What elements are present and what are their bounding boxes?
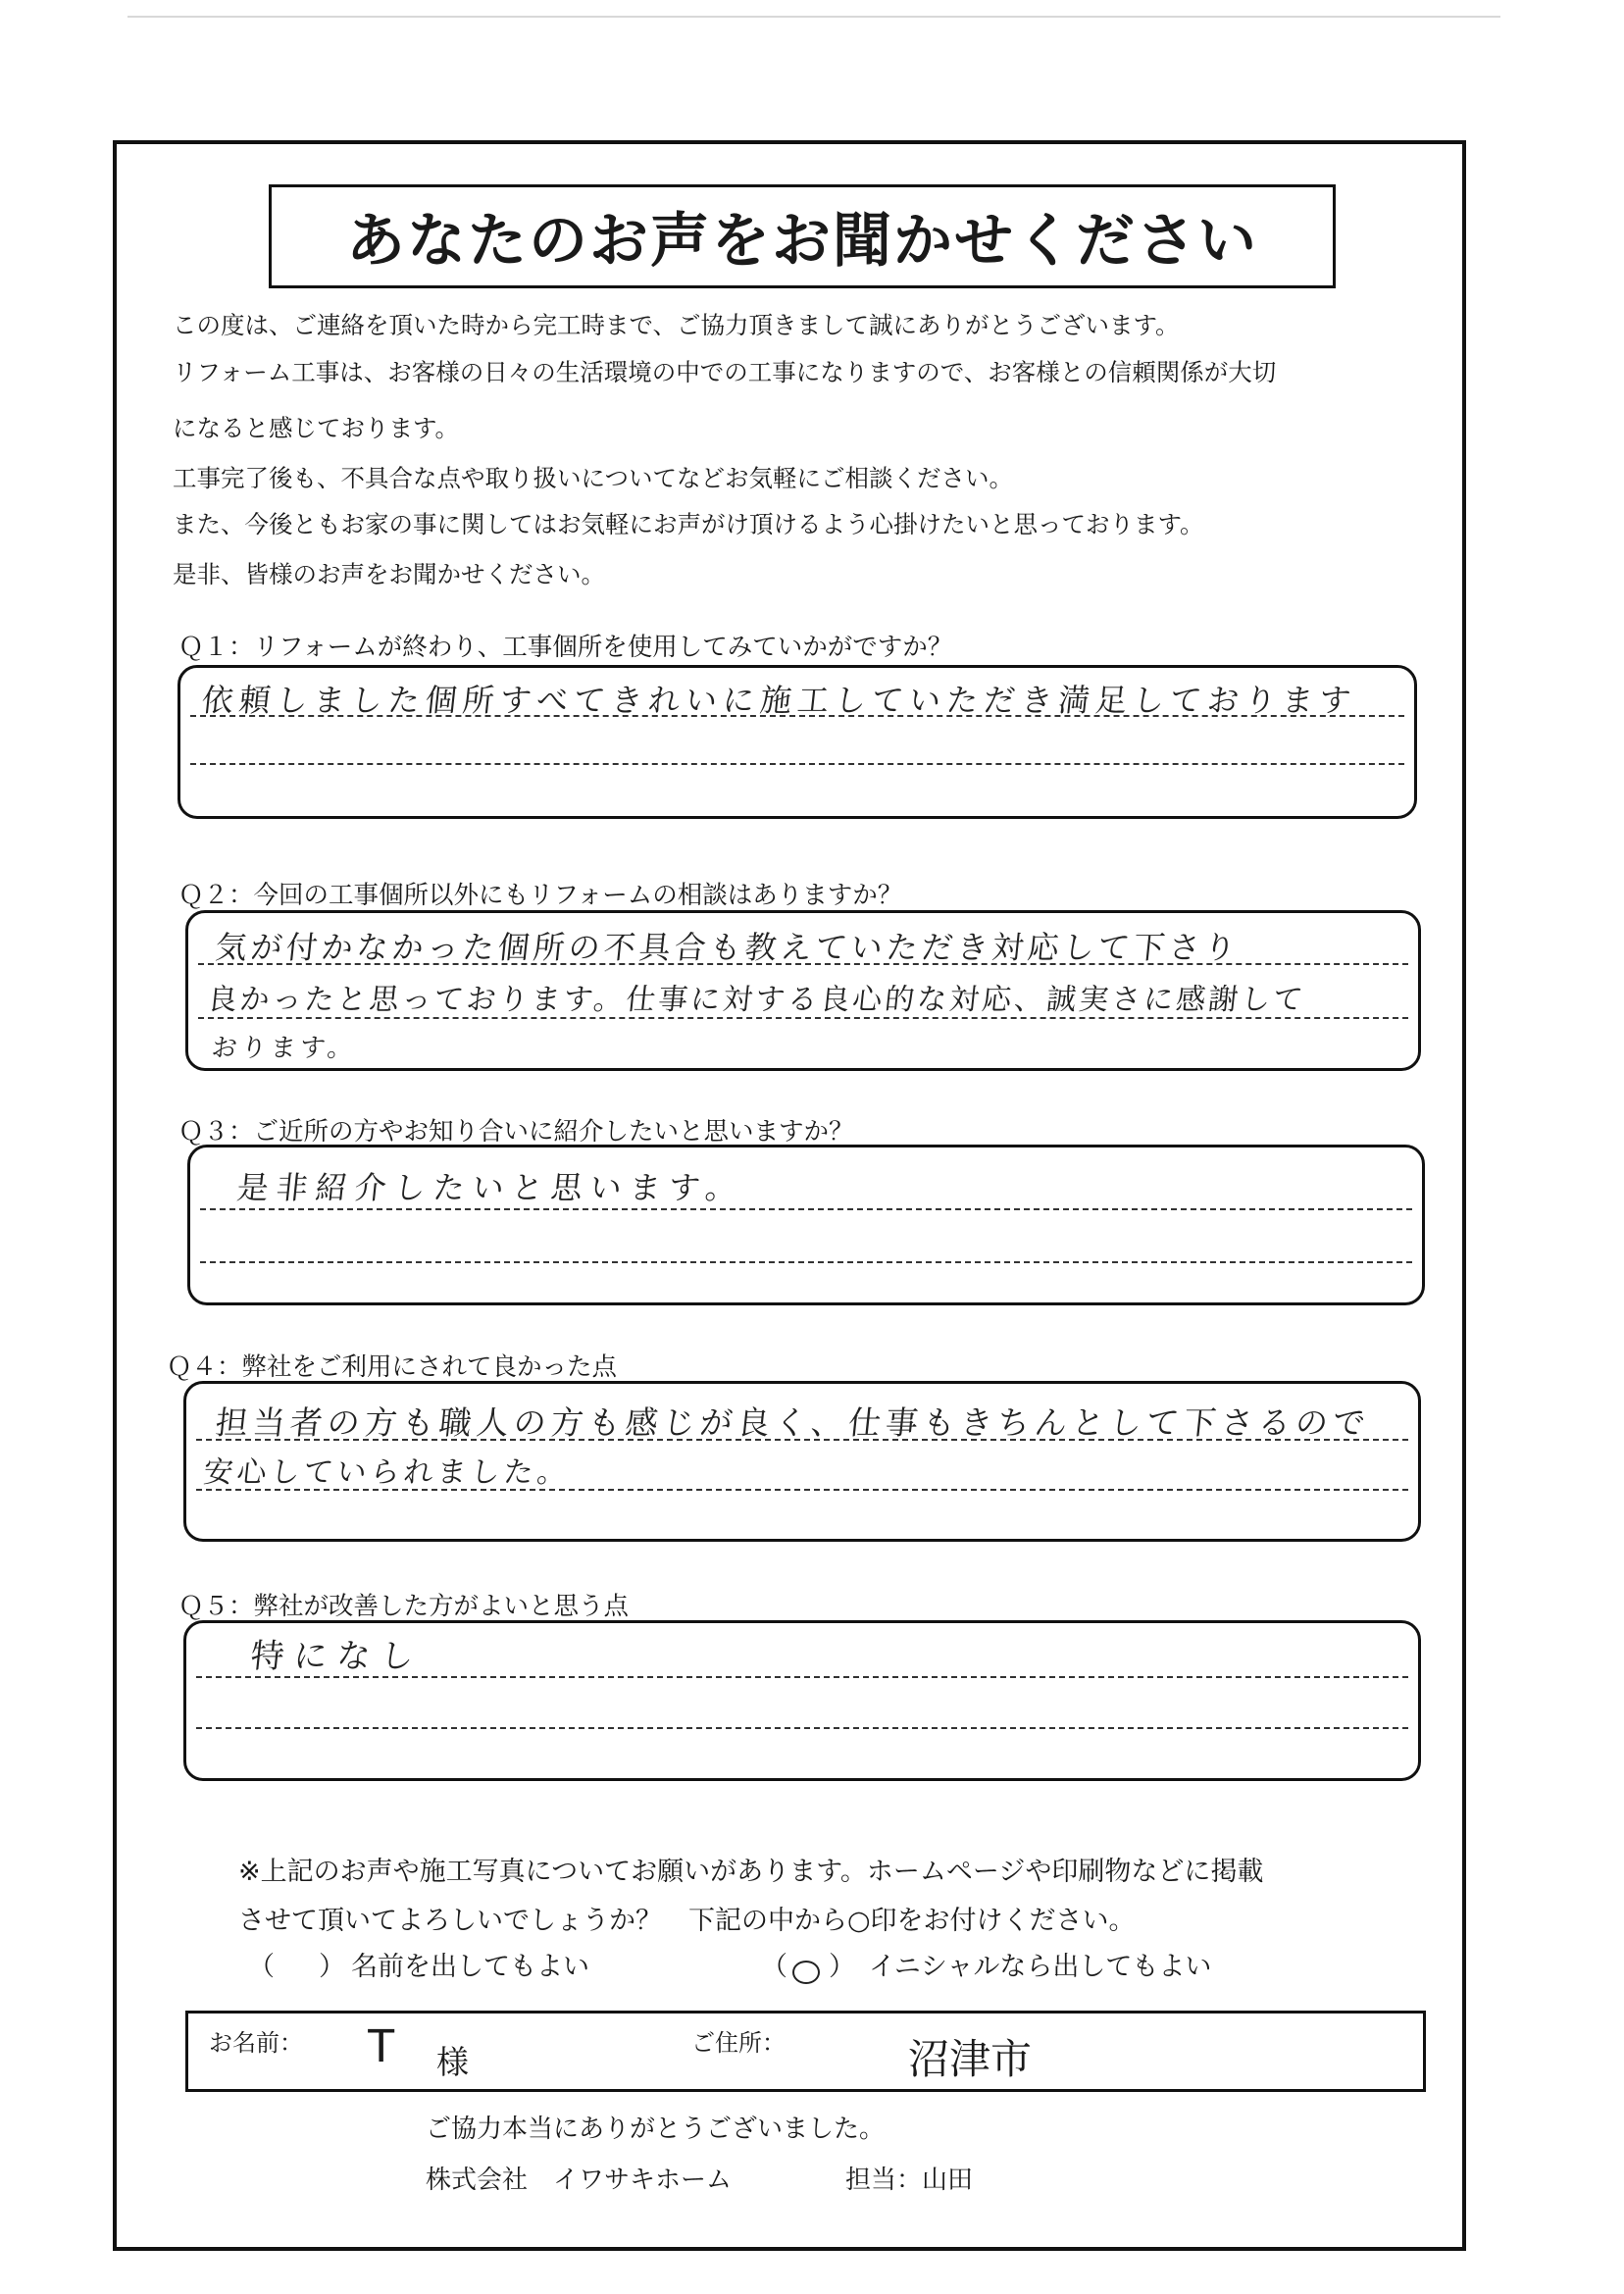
- name-value: T: [367, 2020, 396, 2072]
- intro-line: リフォーム工事は、お客様の日々の生活環境の中での工事になりますので、お客様との信頼関係が大切: [173, 358, 1277, 386]
- question-5-label: Ｑ５：弊社が改善した方がよいと思う点: [178, 1592, 630, 1621]
- question-4-label: Ｑ４：弊社をご利用にされて良かった点: [167, 1352, 618, 1382]
- page-title: あなたのお声をお聞かせください: [346, 207, 1258, 276]
- answer-box-q3[interactable]: [187, 1145, 1425, 1305]
- question-1-label: Ｑ１：リフォームが終わり、工事個所を使用してみていかがですか？: [178, 633, 953, 662]
- handwritten-answer-q2-line1: 気が付かなかった個所の不具合も教えていただき対応して下さり: [213, 929, 1242, 966]
- handwritten-answer-q1-line1: 依頼しました個所すべてきれいに施工していただき満足しております: [199, 682, 1359, 719]
- circle-mark-icon: [792, 1961, 820, 1984]
- option-paren-close: ）: [829, 1952, 855, 1982]
- company-name: 株式会社 イワサキホーム: [426, 2166, 733, 2195]
- name-address-box: [185, 2011, 1426, 2092]
- answer-box-q1[interactable]: [178, 665, 1417, 819]
- thanks-message: ご協力本当にありがとうございました。: [426, 2115, 886, 2144]
- question-3-label: Ｑ３：ご近所の方やお知り合いに紹介したいと思いますか？: [178, 1117, 854, 1147]
- option-paren-open: （: [761, 1952, 787, 1982]
- handwritten-answer-q3-line1: 是非紹介したいと思います。: [234, 1169, 747, 1206]
- answer-box-q2[interactable]: [185, 910, 1421, 1071]
- intro-line: この度は、ご連絡を頂いた時から完工時まで、ご協力頂きまして誠にありがとうございます。: [173, 311, 1180, 339]
- address-value: 沼津市: [908, 2035, 1033, 2083]
- answer-line: [190, 763, 1404, 765]
- answer-line: [200, 1208, 1412, 1210]
- handwritten-answer-q5-line1: 特になし: [248, 1637, 426, 1676]
- answer-line: [200, 1261, 1412, 1263]
- option-paren-open: （: [248, 1952, 275, 1982]
- question-2-label: Ｑ２：今回の工事個所以外にもリフォームの相談はありますか？: [178, 881, 903, 910]
- intro-line: 工事完了後も、不具合な点や取り扱いについてなどお気軽にご相談ください。: [173, 464, 1014, 492]
- answer-box-q4[interactable]: [183, 1381, 1421, 1542]
- handwritten-answer-q4-line1: 担当者の方も職人の方も感じが良く、仕事もきちんとして下さるので: [213, 1403, 1373, 1442]
- staff-name: 担当：山田: [845, 2166, 974, 2195]
- honorific: 様: [436, 2043, 469, 2081]
- handwritten-answer-q2-line3: おります。: [210, 1034, 359, 1063]
- publish-note-line: させて頂いてよろしいでしょうか？ 下記の中から○印をお付けください。: [238, 1906, 1136, 1936]
- option-label: 名前を出してもよい: [351, 1952, 589, 1982]
- handwritten-answer-q2-line2: 良かったと思っております。仕事に対する良心的な対応、誠実さに感謝して: [205, 983, 1308, 1017]
- publish-note-line: ※上記のお声や施工写真についてお願いがあります。ホームページや印刷物などに掲載: [238, 1857, 1264, 1887]
- scan-edge-line: [127, 16, 1500, 18]
- option-paren-close: ）: [319, 1952, 345, 1982]
- name-label: お名前：: [209, 2029, 303, 2057]
- intro-line: また、今後ともお家の事に関してはお気軽にお声がけ頂けるよう心掛けたいと思っております。: [173, 510, 1204, 538]
- title-box: [269, 184, 1336, 288]
- answer-box-q5[interactable]: [183, 1620, 1421, 1781]
- intro-line: 是非、皆様のお声をお聞かせください。: [173, 560, 605, 588]
- intro-line: になると感じております。: [173, 414, 460, 442]
- answer-line: [196, 1727, 1408, 1729]
- address-label: ご住所：: [691, 2029, 786, 2057]
- option-label: イニシャルなら出してもよい: [869, 1952, 1212, 1982]
- handwritten-answer-q4-line2: 安心していられました。: [201, 1455, 573, 1490]
